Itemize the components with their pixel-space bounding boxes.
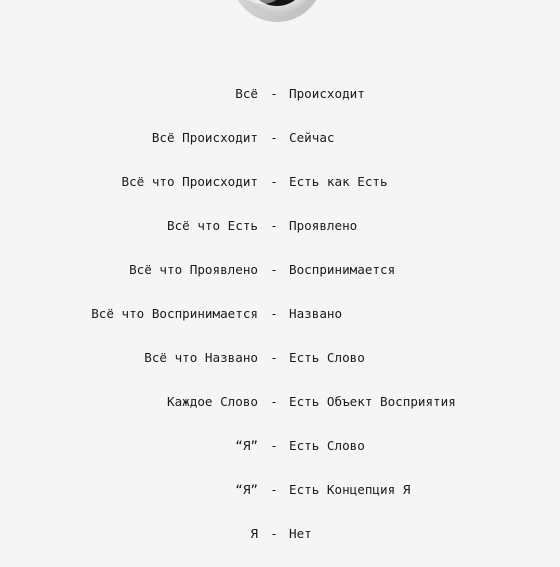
statement-row <box>0 171 560 215</box>
statement-row <box>0 435 560 479</box>
statement-separator: - <box>270 306 278 321</box>
statement-separator: - <box>270 526 278 541</box>
statement-separator: - <box>270 174 278 189</box>
statement-row <box>0 391 560 435</box>
statement-list <box>0 83 560 567</box>
statement-right: Сейчас <box>289 130 335 145</box>
statement-left: Всё что Происходит <box>121 174 258 189</box>
statement-left: Всё Происходит <box>151 130 258 145</box>
statement-row <box>0 303 560 347</box>
statement-left: Всё что Есть <box>167 218 258 233</box>
statement-right: Воспринимается <box>289 262 396 277</box>
statement-right: Проявлено <box>289 218 358 233</box>
statement-right: Нет <box>289 526 312 541</box>
statement-right: Происходит <box>289 86 365 101</box>
statement-left: Всё что Названо <box>144 350 258 365</box>
statement-right: Есть Слово <box>289 350 365 365</box>
statement-separator: - <box>270 262 278 277</box>
statement-separator: - <box>270 394 278 409</box>
statement-separator: - <box>270 218 278 233</box>
statement-left: Я <box>250 526 258 541</box>
statement-row <box>0 83 560 127</box>
statement-separator: - <box>270 438 278 453</box>
statement-row <box>0 523 560 567</box>
statement-right: Есть Объект Восприятия <box>289 394 456 409</box>
statement-separator: - <box>270 130 278 145</box>
statement-right: Названо <box>289 306 343 321</box>
yin-yang-graphic <box>222 0 332 24</box>
statement-separator: - <box>270 350 278 365</box>
statement-separator: - <box>270 86 278 101</box>
statement-separator: - <box>270 482 278 497</box>
statement-row <box>0 127 560 171</box>
statement-right: Есть как Есть <box>289 174 388 189</box>
statement-row <box>0 479 560 523</box>
statement-left: Всё <box>235 86 258 101</box>
yin-yang-icon <box>222 0 332 24</box>
statement-row <box>0 347 560 391</box>
statement-left: Всё что Воспринимается <box>91 306 258 321</box>
statement-right: Есть Концепция Я <box>289 482 411 497</box>
statement-right: Есть Слово <box>289 438 365 453</box>
statement-left: Каждое Слово <box>167 394 258 409</box>
statement-left: “Я” <box>235 482 258 497</box>
statement-left: “Я” <box>235 438 258 453</box>
statement-left: Всё что Проявлено <box>129 262 258 277</box>
statement-row <box>0 259 560 303</box>
statement-row <box>0 215 560 259</box>
